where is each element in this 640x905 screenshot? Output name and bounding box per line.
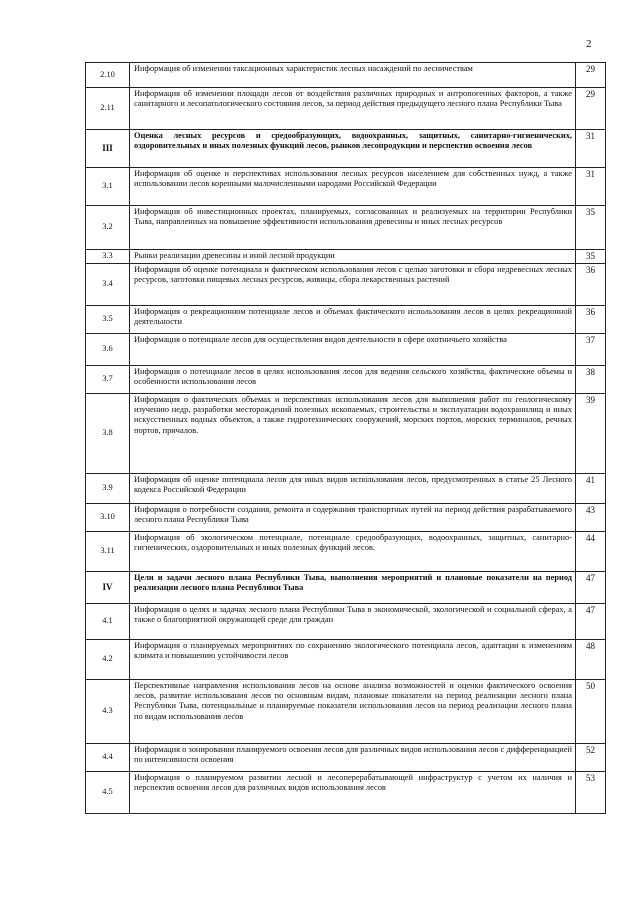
toc-row	[86, 263, 606, 305]
toc-item-number: 3.7	[86, 365, 130, 393]
toc-row	[86, 250, 606, 264]
toc-row	[86, 333, 606, 365]
toc-item-number: 2.11	[86, 88, 130, 130]
toc-item-page: 52	[576, 743, 606, 771]
page-number: 2	[586, 38, 592, 50]
toc-item-title: Информация об инвестиционных проектах, планируемых, согласованных и реализуемых на территории Республики Тыва, направленных на повышение эффективности использования древесины и иных лесных ресурсов	[130, 206, 576, 250]
toc-section-row	[86, 130, 606, 168]
toc-row	[86, 639, 606, 679]
toc-item-number: 2.10	[86, 63, 130, 88]
toc-item-page: 47	[576, 603, 606, 639]
toc-item-number: 3.3	[86, 250, 130, 264]
toc-row	[86, 531, 606, 571]
toc-row	[86, 206, 606, 250]
toc-item-number: 4.2	[86, 639, 130, 679]
toc-item-title: Информация о потенциале лесов в целях использования лесов для ведения сельского хозяйства, фактические объемы и особенности использования лесов	[130, 365, 576, 393]
toc-item-page: 38	[576, 365, 606, 393]
toc-item-title: Информация об изменении площади лесов от воздействия различных природных и антропогенных факторов, а также санитарного и лесопатологического состояния лесов, за период действия предыдущего лесного плана Республики Тыва	[130, 88, 576, 130]
toc-item-number: IV	[86, 571, 130, 603]
toc-item-title: Информация об изменении таксационных характеристик лесных насаждений по лесничествам	[130, 63, 576, 88]
toc-item-title: Информация об оценке потенциала и фактическом использовании лесов с целью заготовки и сбора недревесных лесных ресурсов, заготовки пищевых лесных ресурсов, живицы, сбора лекарственных растений	[130, 263, 576, 305]
toc-row	[86, 503, 606, 531]
toc-item-title: Информация об оценке и перспективах использования лесных ресурсов населением для собственных нужд, а также использовании лесов коренными малочисленными народами Российской Федерации	[130, 168, 576, 206]
toc-item-title: Оценка лесных ресурсов и средообразующих, водоохранных, защитных, санитарно-гигиенических, оздоровительных и иных полезных функций лесов, рынков лесопродукции и перспектив освоения лесов	[130, 130, 576, 168]
toc-row	[86, 365, 606, 393]
toc-item-page: 39	[576, 393, 606, 473]
toc-item-title: Информация о планируемом развитии лесной и лесоперерабатывающей инфраструктур с учетом их наличия и перспектив освоения лесов для различных видов использования лесов	[130, 771, 576, 813]
toc-item-number: 3.4	[86, 263, 130, 305]
toc-section-row	[86, 571, 606, 603]
toc-row	[86, 168, 606, 206]
toc-item-page: 41	[576, 473, 606, 503]
toc-row	[86, 473, 606, 503]
toc-item-number: 3.2	[86, 206, 130, 250]
toc-row	[86, 88, 606, 130]
toc-item-number: III	[86, 130, 130, 168]
toc-body	[86, 63, 606, 814]
toc-item-number: 4.1	[86, 603, 130, 639]
toc-item-page: 44	[576, 531, 606, 571]
toc-item-number: 4.5	[86, 771, 130, 813]
toc-item-number: 4.4	[86, 743, 130, 771]
toc-item-title: Цели и задачи лесного плана Республики Тыва, выполнения мероприятий и плановые показатели на период реализации лесного плана Республики Тыва	[130, 571, 576, 603]
toc-item-title: Информация о потребности создания, ремонта и содержания транспортных путей на период действия разрабатываемого лесного плана Республики Тыва	[130, 503, 576, 531]
table-of-contents	[85, 62, 606, 814]
toc-item-page: 35	[576, 206, 606, 250]
toc-item-title: Информация о фактических объемах и перспективах использования лесов для выполнения работ по геологическому изучению недр, разработки месторождений полезных ископаемых, строительства и эксплуатации водохранилищ и иных искусственных водных объектов, а также гидротехнических сооружений, морских портов, морских терминалов, речных портов, причалов.	[130, 393, 576, 473]
toc-item-number: 3.8	[86, 393, 130, 473]
toc-item-title: Перспективные направления использования лесов на основе анализа возможностей и оценки фактического освоения лесов, развитие использования лесов по основным видам, плановые показатели на период реализации лесного плана Республики Тыва, потенциальные и планируемые показатели использования лесов на период реализации лесного плана по видам использования лесов	[130, 679, 576, 743]
toc-row	[86, 603, 606, 639]
toc-item-page: 37	[576, 333, 606, 365]
toc-item-number: 3.6	[86, 333, 130, 365]
toc-item-title: Информация о рекреационном потенциале лесов и объемах фактического использования лесов в целях рекреационной деятельности	[130, 305, 576, 333]
toc-item-title: Рынки реализации древесины и иной лесной продукции	[130, 250, 576, 264]
toc-item-page: 43	[576, 503, 606, 531]
toc-row	[86, 393, 606, 473]
toc-row	[86, 679, 606, 743]
toc-item-number: 3.1	[86, 168, 130, 206]
toc-item-number: 3.10	[86, 503, 130, 531]
toc-item-page: 36	[576, 305, 606, 333]
toc-item-title: Информация о потенциале лесов для осуществления видов деятельности в сфере охотничьего хозяйства	[130, 333, 576, 365]
toc-row	[86, 771, 606, 813]
toc-item-title: Информация об оценке потенциала лесов для иных видов использования лесов, предусмотренных в статье 25 Лесного кодекса Российской Федерации	[130, 473, 576, 503]
toc-item-title: Информация о планируемых мероприятиях по сохранению экологического потенциала лесов, адаптации к изменениям климата и повышению устойчивости лесов	[130, 639, 576, 679]
toc-row	[86, 63, 606, 88]
toc-item-page: 48	[576, 639, 606, 679]
toc-item-page: 50	[576, 679, 606, 743]
toc-item-title: Информация о зонировании планируемого освоения лесов для различных видов использования лесов с дифференциацией по интенсивности освоения	[130, 743, 576, 771]
toc-item-page: 31	[576, 168, 606, 206]
toc-item-title: Информация об экологическом потенциале, потенциале средообразующих, водоохранных, защитных, санитарно-гигиенических, оздоровительных и иных полезных функций лесов.	[130, 531, 576, 571]
toc-item-number: 3.5	[86, 305, 130, 333]
toc-row	[86, 743, 606, 771]
toc-item-page: 35	[576, 250, 606, 264]
toc-item-page: 31	[576, 130, 606, 168]
toc-item-page: 29	[576, 88, 606, 130]
toc-item-page: 47	[576, 571, 606, 603]
toc-item-page: 53	[576, 771, 606, 813]
toc-item-page: 36	[576, 263, 606, 305]
toc-item-number: 3.9	[86, 473, 130, 503]
toc-item-title: Информация о целях и задачах лесного плана Республики Тыва в экономической, экологической и социальной сферах, а также о благоприятной окружающей среде для граждан	[130, 603, 576, 639]
toc-row	[86, 305, 606, 333]
toc-item-number: 4.3	[86, 679, 130, 743]
toc-item-page: 29	[576, 63, 606, 88]
toc-item-number: 3.11	[86, 531, 130, 571]
